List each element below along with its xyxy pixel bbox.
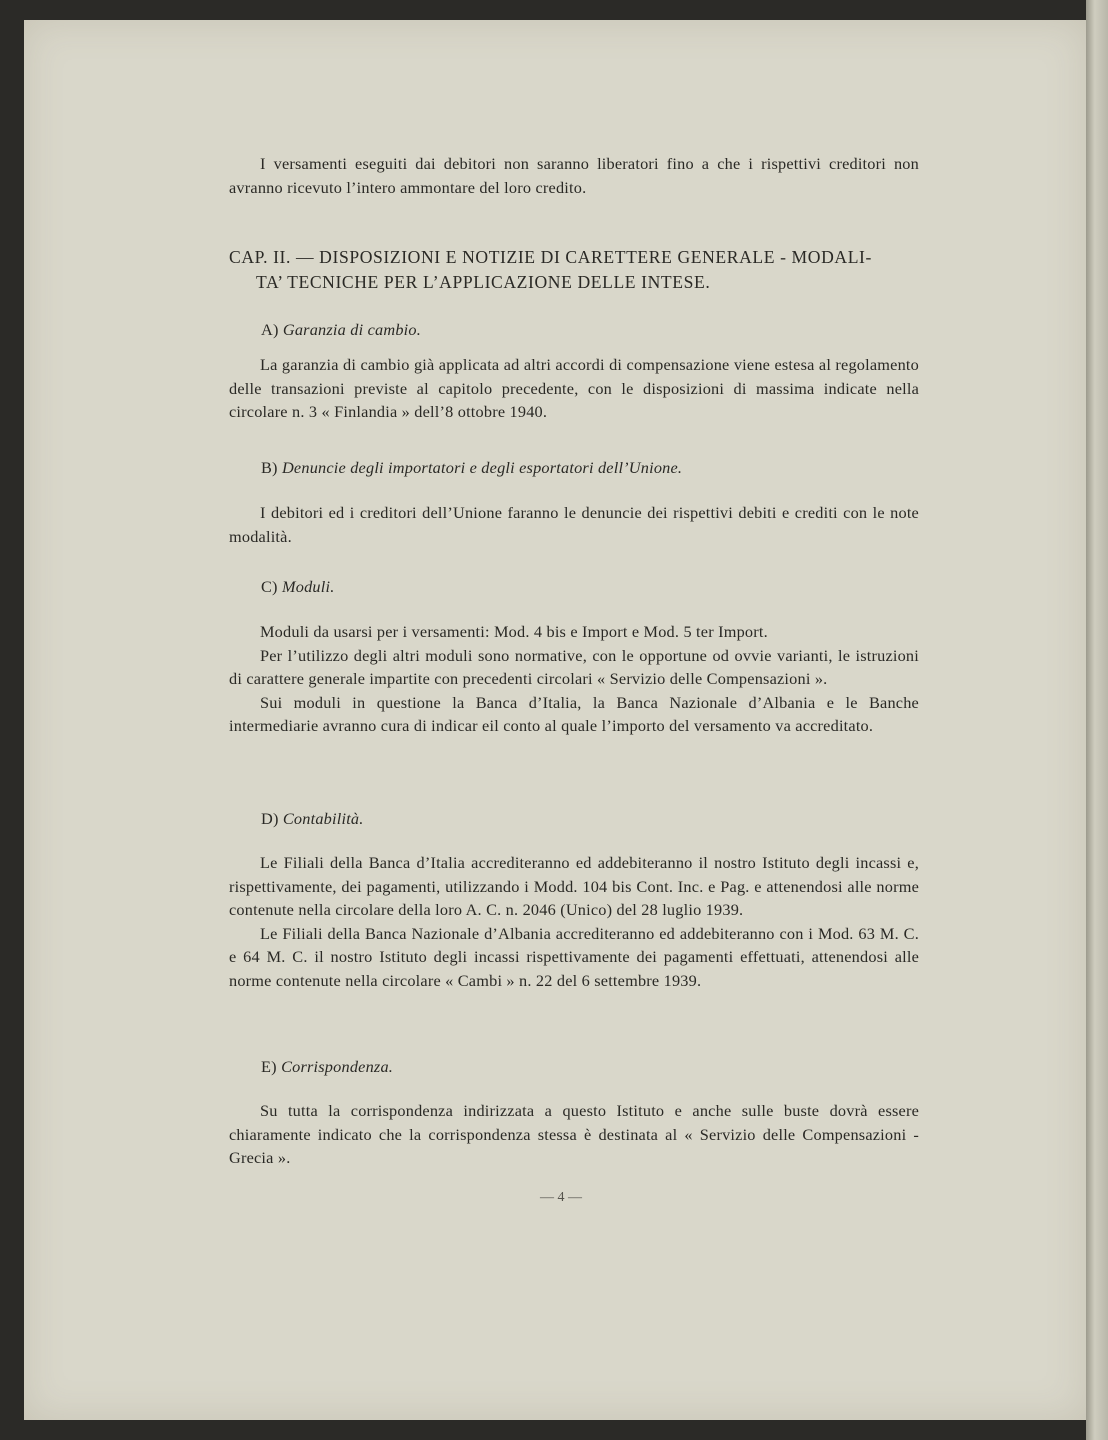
intro-paragraph-block (229, 152, 919, 199)
section-b-body (229, 501, 919, 548)
section-e-body (229, 1099, 919, 1170)
page-edge (1086, 0, 1108, 1440)
section-b-paragraph: I debitori ed i creditori dell’Unione faranno le denuncie dei rispettivi debiti e crediti con le note modalità. (229, 503, 919, 546)
section-e-paragraph: Su tutta la corrispondenza indirizzata a questo Istituto e anche sulle buste dovrà essere chiaramente indicato che la corrispondenza stessa è destinata al « Servizio delle Compensazioni - Grecia ». (229, 1101, 919, 1167)
intro-paragraph: I versamenti eseguiti dai debitori non saranno liberatori fino a che i rispettivi creditori non avranno ricevuto l’intero ammontare del loro credito. (229, 154, 919, 197)
section-d-label: D) (261, 809, 279, 828)
section-c-paragraph-2: Per l’utilizzo degli altri moduli sono normative, con le opportune od ovvie varianti, le istruzioni di carattere generale impartite con precedenti circolari « Servizio delle Compensazioni ». (229, 645, 919, 688)
section-e-label: E) (261, 1057, 277, 1076)
page-number: — 4 — (540, 1190, 582, 1205)
section-b-label: B) (261, 458, 278, 477)
chapter-heading-line2: TA’ TECNICHE PER L’APPLICAZIONE DELLE INTESE. (256, 272, 711, 292)
section-a-label: A) (261, 320, 279, 339)
section-d-paragraph-1: Le Filiali della Banca d’Italia accrediteranno ed addebiteranno il nostro Istituto degli incassi e, rispettivamente, dei pagamenti, utilizzando i Modd. 104 bis Cont. Inc. e Pag. e attenendosi alle norme contenute nella circolare della loro A. C. n. 2046 (Unico) del 28 luglio 1939. (229, 853, 919, 919)
section-a-paragraph: La garanzia di cambio già applicata ad altri accordi di compensazione viene estesa al regolamento delle transazioni previste al capitolo precedente, con le disposizioni di massima indicate nella circolare n. 3 « Finlandia » dell’8 ottobre 1940. (229, 355, 919, 421)
section-a-body (229, 353, 919, 424)
section-a-title: Garanzia di cambio. (282, 320, 421, 339)
section-c-paragraph-3: Sui moduli in questione la Banca d’Italia, la Banca Nazionale d’Albania e le Banche intermediarie avranno cura di indicar eil conto al quale l’importo del versamento va accreditato. (229, 692, 919, 735)
section-d-title: Contabilità. (282, 809, 364, 828)
section-c-title: Moduli. (281, 577, 335, 596)
section-c-paragraph-1: Moduli da usarsi per i versamenti: Mod. 4 bis e Import e Mod. 5 ter Import. (260, 622, 768, 641)
section-d-heading (261, 809, 364, 829)
section-c-body (229, 620, 919, 738)
chapter-heading-line1: CAP. II. — DISPOSIZIONI E NOTIZIE DI CARETTERE GENERALE - MODALI- (229, 247, 872, 267)
section-d-body (229, 851, 919, 992)
section-e-title: Corrispondenza. (281, 1057, 394, 1076)
section-a-heading (261, 320, 421, 340)
section-e-heading (261, 1057, 393, 1077)
section-b-title: Denuncie degli importatori e degli esportatori dell’Unione. (281, 458, 683, 477)
section-d-paragraph-2: Le Filiali della Banca Nazionale d’Albania accrediteranno ed addebiteranno con i Mod. 63 M. C. e 64 M. C. il nostro Istituto degli incassi rispettivamente dei pagamenti effettuati, attenendosi alle norme contenute nella circolare « Cambi » n. 22 del 6 settembre 1939. (229, 923, 919, 990)
section-b-heading (261, 458, 682, 478)
section-c-label: C) (261, 577, 278, 596)
section-c-heading (261, 577, 334, 597)
chapter-heading (229, 245, 921, 295)
